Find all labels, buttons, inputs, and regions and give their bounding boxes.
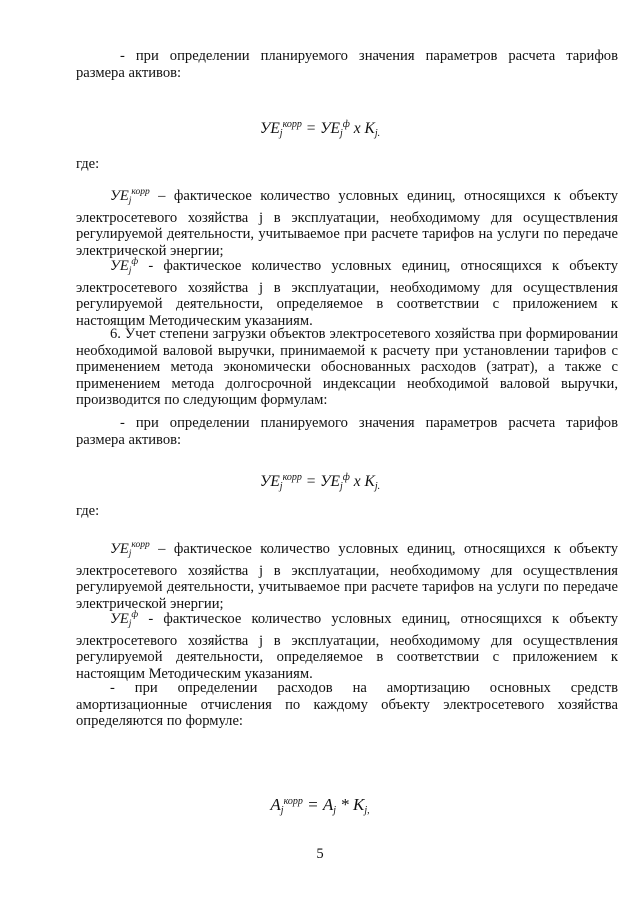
definition-text: – фактическое количество условных единиц, относящихся к объекту электросетевого хозяйства j в эксплуатации, необходимому для осуществления регулируемой деятельности, учитываемое при расчете тарифов на услуги по передаче электрической энергии; xyxy=(76,541,618,612)
formula-operator: x xyxy=(349,120,365,137)
formula-term: УЕ xyxy=(320,473,340,490)
formula-subscript: j xyxy=(340,481,343,492)
term-superscript: ф xyxy=(131,257,139,267)
formula-superscript: ф xyxy=(342,119,350,130)
definition-text: - фактическое количество условных единиц, относящихся к объекту электросетевого хозяйства j в эксплуатации, необходимому для осуществления регулируемой деятельности, определяемое в соответствии с приложением к настоящим Методическим указаниям. xyxy=(76,258,618,329)
formula-term: УЕ xyxy=(259,473,280,490)
formula-ue-corr-2 xyxy=(0,468,640,497)
formula-term: К xyxy=(364,473,375,490)
formula-subscript: j. xyxy=(374,481,381,492)
formula-superscript: ф xyxy=(342,472,350,483)
definition-term xyxy=(110,258,138,274)
formula-operator: = xyxy=(301,473,321,490)
term-subscript: j xyxy=(128,266,132,276)
formula-term: К xyxy=(353,795,365,814)
where-label-1: где: xyxy=(76,156,100,172)
page-number: 5 xyxy=(316,846,324,862)
paragraph-assets-2: - при определении планируемого значения параметров расчета тарифов размера активов: xyxy=(76,415,618,448)
formula-operator: * xyxy=(336,795,354,814)
term-subscript: j xyxy=(128,549,132,559)
term-subscript: j xyxy=(128,619,132,629)
definition-text: - фактическое количество условных единиц, относящихся к объекту электросетевого хозяйства j в эксплуатации, необходимому для осуществления регулируемой деятельности, определяемое в соответствии с приложением к настоящим Методическим указаниям. xyxy=(76,611,618,682)
term-base: УЕ xyxy=(110,611,129,627)
definition-term xyxy=(110,611,138,627)
paragraph-assets-1: - при определении планируемого значения параметров расчета тарифов размера активов: xyxy=(76,48,618,81)
formula-superscript: корр xyxy=(283,796,303,807)
where-label-2: где: xyxy=(76,503,100,519)
formula-term: УЕ xyxy=(320,120,340,137)
formula-operator: = xyxy=(301,120,321,137)
term-base: УЕ xyxy=(110,258,129,274)
definition-ue-corr-1 xyxy=(76,184,618,259)
formula-subscript: j xyxy=(279,128,283,139)
formula-subscript: j xyxy=(279,481,283,492)
definition-term xyxy=(110,541,150,557)
formula-superscript: корр xyxy=(282,119,302,130)
term-base: УЕ xyxy=(110,188,129,204)
term-superscript: корр xyxy=(131,187,150,197)
definition-ue-f-1 xyxy=(76,254,618,329)
term-subscript: j xyxy=(128,196,132,206)
formula-subscript: j xyxy=(333,805,337,816)
formula-amortization xyxy=(0,792,640,821)
definition-ue-f-2 xyxy=(76,607,618,682)
formula-subscript: j xyxy=(340,128,343,139)
paragraph-item-6: 6. Учет степени загрузки объектов электросетевого хозяйства при формировании необходимой валовой выручки, принимаемой к расчету при установлении тарифов с применением метода экономически обоснованных расходов (затрат), а также с применением метода долгосрочной индексации необходимой валовой выручки, производится по следующим формулам: xyxy=(76,326,618,409)
formula-term: А xyxy=(270,795,281,814)
formula-operator: = xyxy=(302,795,323,814)
definition-term xyxy=(110,188,150,204)
term-base: УЕ xyxy=(110,541,129,557)
formula-subscript: j xyxy=(280,805,284,816)
formula-superscript: корр xyxy=(282,472,302,483)
term-superscript: ф xyxy=(131,610,139,620)
paragraph-amortization: - при определении расходов на амортизацию основных средств амортизационные отчисления по каждому объекту электросетевого хозяйства определяются по формуле: xyxy=(76,680,618,730)
formula-term: УЕ xyxy=(259,120,280,137)
formula-subscript: j. xyxy=(374,128,381,139)
formula-ue-corr-1 xyxy=(0,115,640,144)
formula-term: А xyxy=(322,795,334,814)
definition-ue-corr-2 xyxy=(76,537,618,612)
definition-text: – фактическое количество условных единиц, относящихся к объекту электросетевого хозяйства j в эксплуатации, необходимому для осуществления регулируемой деятельности, учитываемое при расчете тарифов на услуги по передаче электрической энергии; xyxy=(76,188,618,259)
term-superscript: корр xyxy=(131,540,150,550)
formula-term: К xyxy=(364,120,375,137)
formula-operator: x xyxy=(349,473,365,490)
formula-subscript: j, xyxy=(364,805,370,816)
